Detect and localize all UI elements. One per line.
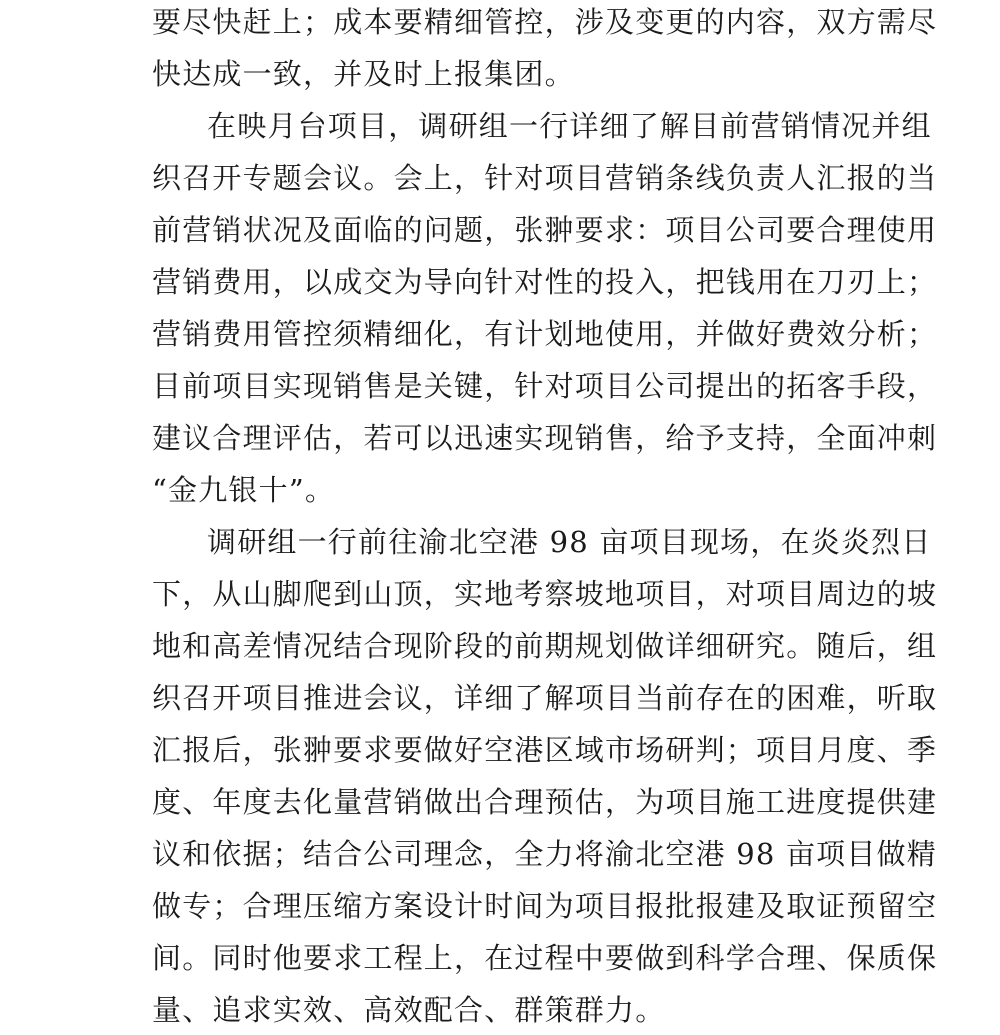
text-line: “金九银十”。 xyxy=(152,473,336,507)
text-line: 汇报后，张翀要求要做好空港区域市场研判；项目月度、季 xyxy=(152,733,938,767)
text-line: 快达成一致，并及时上报集团。 xyxy=(152,57,575,91)
paragraph-first-line: 调研组一行前往渝北空港 98 亩项目现场，在炎炎烈日 xyxy=(207,525,932,559)
text-line: 建议合理评估，若可以迅速实现销售，给予支持，全面冲刺 xyxy=(152,421,938,455)
text-line: 下，从山脚爬到山顶，实地考察坡地项目，对项目周边的坡 xyxy=(152,577,938,611)
text-line: 织召开项目推进会议，详细了解项目当前存在的困难，听取 xyxy=(152,681,938,715)
text-line: 间。同时他要求工程上，在过程中要做到科学合理、保质保 xyxy=(152,941,938,975)
paragraph-first-line: 在映月台项目，调研组一行详细了解目前营销情况并组 xyxy=(207,109,932,143)
text-line: 织召开专题会议。会上，针对项目营销条线负责人汇报的当 xyxy=(152,161,938,195)
text-line: 做专；合理压缩方案设计时间为项目报批报建及取证预留空 xyxy=(152,889,938,923)
text-line: 地和高差情况结合现阶段的前期规划做详细研究。随后，组 xyxy=(152,629,938,663)
text-line: 营销费用，以成交为导向针对性的投入，把钱用在刀刃上； xyxy=(152,265,938,299)
text-line: 量、追求实效、高效配合、群策群力。 xyxy=(152,993,666,1027)
text-line: 度、年度去化量营销做出合理预估，为项目施工进度提供建 xyxy=(152,785,938,819)
text-line: 要尽快赶上；成本要精细管控，涉及变更的内容，双方需尽 xyxy=(152,5,938,39)
text-line: 目前项目实现销售是关键，针对项目公司提出的拓客手段， xyxy=(152,369,938,403)
text-line: 前营销状况及面临的问题，张翀要求：项目公司要合理使用 xyxy=(152,213,938,247)
text-line: 营销费用管控须精细化，有计划地使用，并做好费效分析； xyxy=(152,317,938,351)
text-line: 议和依据；结合公司理念，全力将渝北空港 98 亩项目做精 xyxy=(152,837,937,871)
